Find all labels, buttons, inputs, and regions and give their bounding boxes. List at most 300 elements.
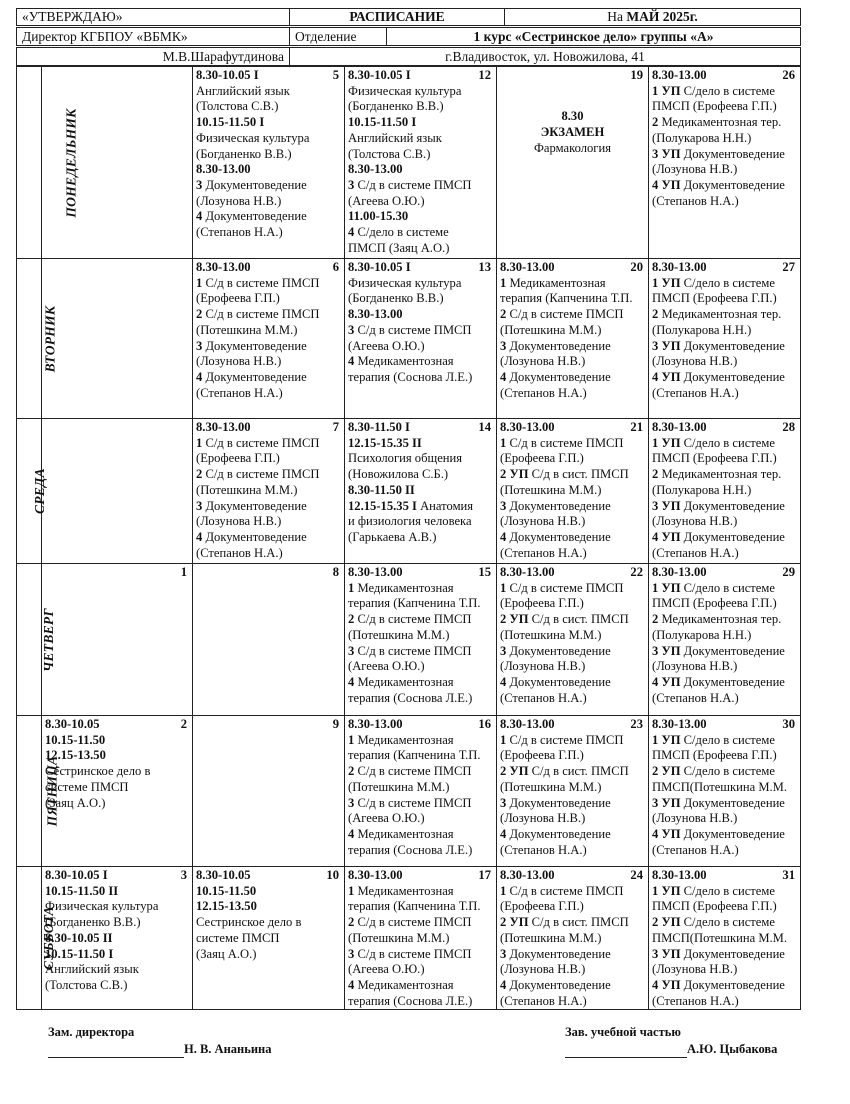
lesson-line — [500, 884, 645, 900]
lesson-text: С/д в системе ПМСП — [357, 177, 472, 192]
lesson-line — [652, 115, 797, 131]
lesson-line — [196, 131, 341, 147]
day-cell — [345, 564, 497, 716]
subgroup-number: 1 — [500, 435, 507, 450]
lesson-line — [652, 780, 797, 796]
lesson-text: С/д в системе ПМСП — [357, 764, 472, 779]
lesson-text: 8.30-13.00 — [500, 420, 555, 434]
weekday-cell — [17, 716, 60, 867]
lesson-text: (Ерофеева Г.П.) — [500, 748, 584, 763]
weekday-cell — [17, 259, 58, 419]
lesson-text: (Степанов Н.А.) — [500, 993, 587, 1008]
exam-block — [500, 108, 645, 156]
time-slot — [196, 899, 341, 915]
subgroup-number: 4 — [348, 977, 355, 992]
lesson-text: терапия (Соснова Л.Е.) — [348, 993, 473, 1008]
lesson-text: (Ерофеева Г.П.) — [196, 291, 280, 306]
lesson-text: 10.15-11.50 — [45, 732, 106, 747]
subgroup-number: 4 — [196, 209, 203, 224]
subgroup-number: 3 УП — [652, 643, 681, 658]
lesson-text: (Лозунова Н.В.) — [196, 514, 282, 529]
lesson-line — [196, 339, 341, 355]
lesson-line — [348, 467, 493, 483]
lesson-line — [196, 194, 341, 210]
lesson-line — [500, 323, 645, 339]
day-cell-content — [649, 259, 800, 401]
lesson-line — [348, 514, 493, 530]
lesson-text: (Потешкина М.М.) — [348, 627, 450, 642]
lesson-line — [500, 978, 645, 994]
lesson-line — [500, 947, 645, 963]
lesson-text: С/дело в системе — [683, 435, 775, 450]
lesson-text: С/д в сист. ПМСП — [531, 467, 629, 482]
day-cell — [42, 67, 193, 259]
lesson-line — [196, 354, 341, 370]
weekday-label: ВТОРНИК — [42, 305, 58, 372]
lesson-text: Физическая культура — [348, 275, 462, 290]
subgroup-number: 4 — [348, 225, 355, 240]
lesson-text: 8.30-13.00 — [348, 307, 403, 322]
signature-left — [48, 1024, 272, 1058]
subgroup-number: 3 — [500, 338, 507, 353]
subgroup-number: 3 — [500, 498, 507, 513]
lesson-text: Сестринское дело в — [196, 915, 302, 930]
lesson-line — [196, 147, 341, 163]
lesson-text: ПМСП(Потешкина М.М. — [652, 930, 788, 945]
subgroup-number: 1 — [348, 580, 355, 595]
lesson-line — [652, 962, 797, 978]
time-slot — [500, 420, 645, 436]
schedule-row — [17, 419, 801, 564]
day-cell-content — [193, 259, 344, 401]
lesson-text: (Лозунова Н.В.) — [500, 659, 586, 674]
subgroup-number: 2 — [500, 307, 507, 322]
day-cell-content — [345, 67, 496, 256]
subgroup-number: 3 — [196, 498, 203, 513]
lesson-text: Документоведение — [509, 498, 611, 513]
subgroup-number: 1 УП — [652, 883, 681, 898]
day-cell — [345, 419, 497, 564]
day-cell — [649, 259, 801, 419]
day-cell-content — [42, 419, 192, 420]
day-cell-content — [193, 419, 344, 561]
lesson-text: С/д в системе ПМСП — [205, 467, 320, 482]
deputy-director-name: Н. В. Ананьина — [184, 1042, 272, 1056]
lesson-line — [348, 947, 493, 963]
lesson-line — [348, 764, 493, 780]
lesson-text: С/дело в системе — [683, 915, 775, 930]
time-slot — [196, 68, 341, 84]
lesson-text: Документоведение — [509, 674, 611, 689]
lesson-text: ПМСП (Ерофеева Г.П.) — [652, 99, 777, 114]
day-cell — [193, 564, 345, 716]
time-slot — [348, 68, 493, 84]
lesson-line — [348, 691, 493, 707]
period-prefix: На — [607, 9, 623, 24]
lesson-text: терапия (Соснова Л.Е.) — [348, 369, 473, 384]
lesson-text: (Лозунова Н.В.) — [196, 354, 282, 369]
lesson-line — [348, 131, 493, 147]
lesson-line — [500, 748, 645, 764]
lesson-line — [45, 796, 189, 812]
lesson-text: 11.00-15.30 — [348, 209, 409, 224]
lesson-text: терапия (Капченина Т.П. — [348, 899, 481, 914]
time-slot — [500, 260, 645, 276]
day-cell-content — [345, 259, 496, 386]
subgroup-number: 1 УП — [652, 580, 681, 595]
date-number: 5 — [332, 68, 339, 82]
signature-line — [565, 1057, 687, 1058]
lesson-text: Документоведение — [205, 209, 307, 224]
lesson-line — [652, 811, 797, 827]
subgroup-number: 4 УП — [652, 177, 681, 192]
lesson-line — [652, 644, 797, 660]
lesson-text: (Лозунова Н.В.) — [652, 514, 738, 529]
lesson-line — [500, 499, 645, 515]
lesson-line — [348, 581, 493, 597]
lesson-text: ПМСП (Ерофеева Г.П.) — [652, 451, 777, 466]
day-cell — [193, 867, 345, 1010]
exam-subject: Фармакология — [533, 141, 611, 155]
time-slot — [500, 868, 645, 884]
day-cell — [42, 867, 193, 1010]
weekday-label: ЧЕТВЕРГ — [40, 607, 56, 672]
day-cell — [345, 67, 497, 259]
lesson-line — [348, 99, 493, 115]
deputy-director-title: Зам. директора — [48, 1025, 135, 1039]
lesson-line — [45, 915, 189, 931]
lesson-line — [348, 748, 493, 764]
lesson-text: (Степанов Н.А.) — [500, 690, 587, 705]
lesson-line — [348, 628, 493, 644]
lesson-line — [500, 796, 645, 812]
lesson-text: Физическая культура — [348, 83, 462, 98]
lesson-line — [348, 780, 493, 796]
subgroup-number: 4 — [500, 977, 507, 992]
lesson-text: (Богданенко В.В.) — [45, 915, 141, 930]
lesson-line — [196, 451, 341, 467]
lesson-line — [348, 596, 493, 612]
lesson-text: терапия (Капченина Т.П. — [348, 748, 481, 763]
lesson-text: Документоведение — [683, 826, 785, 841]
lesson-text: 8.30-10.05 I — [348, 260, 411, 274]
weekday-cell — [17, 867, 56, 1010]
lesson-text: С/д в системе ПМСП — [357, 795, 472, 810]
time-slot — [45, 733, 189, 749]
subgroup-number: 2 — [652, 612, 659, 627]
lesson-line — [348, 451, 493, 467]
lesson-text: (Потешкина М.М.) — [196, 322, 298, 337]
lesson-line — [652, 546, 797, 562]
lesson-line — [652, 386, 797, 402]
lesson-text: Английский язык — [45, 962, 139, 977]
director-name: М.В.Шарафутдинова — [17, 48, 290, 66]
lesson-text: (Лозунова Н.В.) — [652, 354, 738, 369]
lesson-text: Документоведение — [683, 529, 785, 544]
schedule-row — [17, 867, 801, 1010]
lesson-line — [500, 483, 645, 499]
lesson-line — [652, 370, 797, 386]
lesson-text: 8.30-13.00 — [652, 420, 707, 434]
subgroup-number: 1 УП — [652, 275, 681, 290]
day-cell — [193, 716, 345, 867]
lesson-line — [500, 764, 645, 780]
lesson-text: С/д в сист. ПМСП — [531, 612, 629, 627]
lesson-text: (Потешкина М.М.) — [500, 627, 602, 642]
lesson-line — [500, 962, 645, 978]
lesson-line — [348, 276, 493, 292]
lesson-line — [652, 451, 797, 467]
day-cell — [649, 419, 801, 564]
lesson-text: 10.15-11.50 I — [45, 946, 114, 961]
lesson-line — [652, 131, 797, 147]
day-cell — [649, 867, 801, 1010]
lesson-text: (Степанов Н.А.) — [652, 842, 739, 857]
subgroup-number: 2 — [348, 612, 355, 627]
time-slot — [348, 565, 493, 581]
subgroup-number: 4 — [348, 674, 355, 689]
lesson-text: (Степанов Н.А.) — [652, 385, 739, 400]
time-slot — [348, 260, 493, 276]
lesson-line — [348, 644, 493, 660]
subgroup-number: 4 УП — [652, 674, 681, 689]
lesson-line — [652, 339, 797, 355]
lesson-line — [500, 370, 645, 386]
lesson-text: (Степанов Н.А.) — [500, 545, 587, 560]
lesson-line — [500, 843, 645, 859]
lesson-text: 8.30-13.00 — [500, 260, 555, 274]
lesson-text: 8.30-13.00 — [652, 260, 707, 274]
lesson-line — [348, 796, 493, 812]
lesson-text: 8.30-13.00 — [652, 68, 707, 82]
lesson-text: (Потешкина М.М.) — [348, 779, 450, 794]
lesson-text: С/д в системе ПМСП — [357, 946, 472, 961]
lesson-text: 8.30-13.00 — [652, 717, 707, 731]
lesson-text: (Потешкина М.М.) — [196, 482, 298, 497]
date-number: 8 — [332, 565, 339, 579]
day-cell — [497, 564, 649, 716]
date-number: 17 — [478, 868, 491, 882]
lesson-text: С/д в сист. ПМСП — [531, 915, 629, 930]
subgroup-number: 4 — [500, 674, 507, 689]
day-cell-content — [497, 67, 648, 156]
subgroup-number: 2 УП — [500, 915, 529, 930]
lesson-line — [500, 451, 645, 467]
lesson-line — [500, 596, 645, 612]
lesson-text: 8.30-13.00 — [348, 717, 403, 731]
time-slot — [500, 565, 645, 581]
lesson-text: С/д в системе ПМСП — [357, 612, 472, 627]
day-cell-content — [42, 867, 192, 994]
lesson-text: 10.15-11.50 I — [348, 115, 417, 130]
lesson-line — [196, 386, 341, 402]
lesson-text: 10.15-11.50 II — [45, 883, 119, 898]
lesson-text: Документоведение — [509, 529, 611, 544]
lesson-line — [196, 530, 341, 546]
header-row-approve — [16, 8, 801, 26]
document-title: РАСПИСАНИЕ — [290, 9, 505, 26]
lesson-line — [652, 436, 797, 452]
lesson-line — [348, 241, 493, 257]
lesson-line — [348, 827, 493, 843]
time-slot — [45, 717, 189, 733]
day-cell-content — [42, 716, 192, 811]
lesson-line — [348, 915, 493, 931]
time-slot — [652, 717, 797, 733]
lesson-text: 8.30-13.00 — [196, 260, 251, 274]
lesson-line — [652, 323, 797, 339]
lesson-line — [196, 514, 341, 530]
lesson-line — [652, 596, 797, 612]
time-slot — [196, 162, 341, 178]
lesson-text: Медикаментозная тер. — [661, 612, 782, 627]
lesson-text: (Полукарова Н.Н.) — [652, 627, 752, 642]
lesson-line — [652, 514, 797, 530]
lesson-text: С/д в системе ПМСП — [509, 732, 624, 747]
lesson-line — [348, 291, 493, 307]
lesson-text: 10.15-11.50 I — [196, 115, 265, 130]
day-cell — [497, 259, 649, 419]
subgroup-number: 3 УП — [652, 946, 681, 961]
lesson-text: (Толстова С.В.) — [45, 977, 128, 992]
date-number: 19 — [630, 68, 643, 82]
day-cell — [193, 259, 345, 419]
lesson-text: (Толстова С.В.) — [348, 146, 431, 161]
lesson-line — [45, 899, 189, 915]
lesson-line — [348, 931, 493, 947]
date-number: 6 — [332, 260, 339, 274]
subgroup-number: 1 — [348, 732, 355, 747]
lesson-text: ПМСП (Ерофеева Г.П.) — [652, 596, 777, 611]
lesson-text: С/дело в системе — [683, 83, 775, 98]
lesson-line — [652, 978, 797, 994]
day-cell — [345, 259, 497, 419]
lesson-text: Документоведение — [683, 338, 785, 353]
signature-line — [48, 1057, 184, 1058]
time-slot — [45, 947, 189, 963]
lesson-text: Документоведение — [683, 146, 785, 161]
lesson-text: Документоведение — [509, 977, 611, 992]
lesson-text: 8.30-11.50 II — [348, 482, 415, 497]
subgroup-number: 4 УП — [652, 529, 681, 544]
lesson-line — [348, 843, 493, 859]
lesson-text: Медикаментозная — [357, 977, 454, 992]
schedule-row — [17, 564, 801, 716]
lesson-line — [500, 915, 645, 931]
time-slot — [348, 115, 493, 131]
lesson-line — [500, 291, 645, 307]
day-cell-content — [497, 564, 648, 706]
day-cell — [193, 67, 345, 259]
lesson-text: Документоведение — [683, 498, 785, 513]
lesson-line — [500, 899, 645, 915]
lesson-line — [500, 811, 645, 827]
lesson-line — [348, 354, 493, 370]
day-cell — [42, 564, 193, 716]
date-number: 12 — [478, 68, 491, 82]
lesson-line — [348, 225, 493, 241]
time-slot — [348, 483, 493, 499]
subgroup-number: 3 — [348, 795, 355, 810]
lesson-line — [196, 307, 341, 323]
lesson-text: (Потешкина М.М.) — [500, 482, 602, 497]
subgroup-number: 1 УП — [652, 83, 681, 98]
day-cell-content — [193, 716, 344, 717]
lesson-text: Медикаментозная — [357, 732, 454, 747]
subgroup-number: 4 УП — [652, 826, 681, 841]
lesson-text: (Лозунова Н.В.) — [500, 354, 586, 369]
lesson-line — [500, 659, 645, 675]
lesson-line — [348, 733, 493, 749]
weekday-cell — [17, 67, 79, 259]
lesson-text: С/д в системе ПМСП — [205, 435, 320, 450]
lesson-line — [652, 899, 797, 915]
lesson-line — [196, 276, 341, 292]
lesson-text: (Потешкина М.М.) — [500, 930, 602, 945]
lesson-text: (Лозунова Н.В.) — [500, 962, 586, 977]
lesson-text: 12.15-13.50 — [45, 748, 106, 763]
lesson-line — [652, 931, 797, 947]
exam-title: ЭКЗАМЕН — [540, 125, 605, 139]
time-slot — [45, 748, 189, 764]
lesson-text: (Ерофеева Г.П.) — [500, 596, 584, 611]
lesson-text: системе ПМСП — [45, 779, 129, 794]
lesson-line — [652, 796, 797, 812]
date-number: 31 — [782, 868, 795, 882]
subgroup-number: 3 УП — [652, 338, 681, 353]
lesson-text: Документоведение — [683, 946, 785, 961]
day-cell — [42, 419, 193, 564]
subgroup-number: 1 — [196, 275, 203, 290]
date-number: 3 — [180, 868, 187, 882]
day-cell — [345, 867, 497, 1010]
date-number: 21 — [630, 420, 643, 434]
lesson-line — [652, 827, 797, 843]
lesson-text: С/дело в системе — [683, 275, 775, 290]
lesson-line — [652, 530, 797, 546]
day-cell — [193, 419, 345, 564]
day-cell-content — [649, 564, 800, 706]
day-cell-content — [649, 419, 800, 561]
lesson-line — [500, 691, 645, 707]
lesson-text: С/дело в системе — [683, 883, 775, 898]
lesson-line — [652, 581, 797, 597]
lesson-text: С/д в системе ПМСП — [509, 580, 624, 595]
lesson-text: (Агеева О.Ю.) — [348, 811, 425, 826]
lesson-text: С/д в системе ПМСП — [205, 307, 320, 322]
date-number: 27 — [782, 260, 795, 274]
lesson-text: 12.15-15.35 I — [348, 498, 417, 513]
lesson-line — [652, 194, 797, 210]
lesson-line — [652, 612, 797, 628]
date-number: 29 — [782, 565, 795, 579]
lesson-text: Медикаментозная — [357, 826, 454, 841]
lesson-line — [500, 546, 645, 562]
lesson-text: (Богданенко В.В.) — [348, 291, 444, 306]
subgroup-number: 2 — [652, 307, 659, 322]
date-number: 1 — [180, 565, 187, 579]
lesson-line — [196, 436, 341, 452]
lesson-text: 8.30-13.00 — [348, 565, 403, 579]
lesson-text: С/д в системе ПМСП — [357, 915, 472, 930]
subgroup-number: 2 — [652, 115, 659, 130]
time-slot — [45, 884, 189, 900]
day-cell — [497, 867, 649, 1010]
lesson-text: (Степанов Н.А.) — [196, 385, 283, 400]
lesson-text: (Гарькаева А.В.) — [348, 529, 437, 544]
day-cell-content — [649, 67, 800, 209]
lesson-line — [652, 691, 797, 707]
